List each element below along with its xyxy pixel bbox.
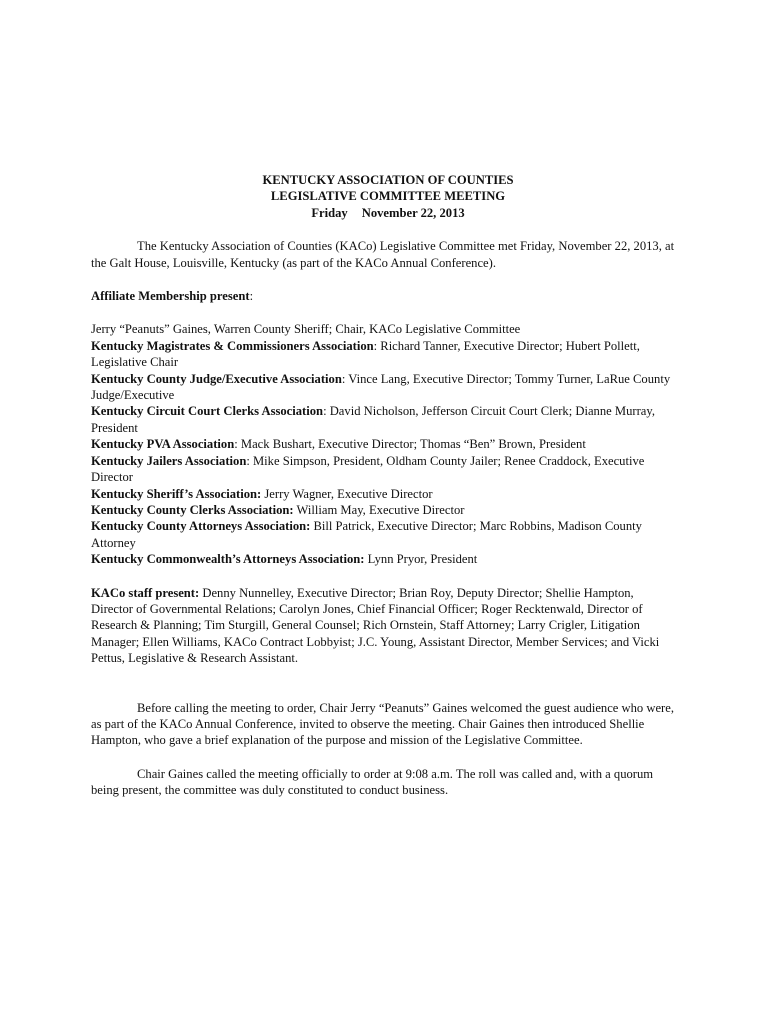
member-row xyxy=(91,502,677,518)
org-title: KENTUCKY ASSOCIATION OF COUNTIES xyxy=(262,173,514,187)
member-details: Jerry “Peanuts” Gaines, Warren County Sheriff; Chair, KACo Legislative Committee xyxy=(91,322,521,337)
member-org: Kentucky Magistrates & Commissioners Association xyxy=(91,338,374,353)
document-page xyxy=(91,172,677,799)
member-row xyxy=(91,436,677,452)
member-details: : Richard Tanner, Executive Director; Hubert Pollett, Legislative Chair xyxy=(91,338,640,370)
member-row xyxy=(91,403,677,436)
member-details: Lynn Pryor, President xyxy=(364,552,478,567)
staff-present-label: KACo staff present: xyxy=(91,585,200,600)
member-details: : David Nicholson, Jefferson Circuit Court Clerk; Dianne Murray, President xyxy=(91,404,655,435)
member-row xyxy=(91,338,677,371)
member-row xyxy=(91,371,677,404)
affiliate-heading-label: Affiliate Membership present xyxy=(91,289,250,304)
member-row xyxy=(91,321,677,337)
member-row xyxy=(91,518,677,551)
document-header xyxy=(91,172,677,221)
member-org: Kentucky Commonwealth’s Attorneys Association: xyxy=(91,552,365,567)
member-org: Kentucky Circuit Court Clerks Association xyxy=(91,404,324,419)
member-details: : Mack Bushart, Executive Director; Thomas “Ben” Brown, President xyxy=(234,437,586,452)
member-details: William May, Executive Director xyxy=(293,502,465,517)
member-row xyxy=(91,551,677,567)
call-to-order-paragraph: Chair Gaines called the meeting officially to order at 9:08 a.m. The roll was called and, with a quorum being present, the committee was duly constituted to conduct business. xyxy=(91,766,654,798)
staff-present-text: Denny Nunnelley, Executive Director; Brian Roy, Deputy Director; Shellie Hampton, Director of Governmental Relations; Carolyn Jones, Chief Financial Officer; Roger Recktenwald, Director of Research & Planning; Tim Sturgill, General Counsel; Rich Ornstein, Staff Attorney; Larry Crigler, Litigation Manager; Ellen Williams, KACo Contract Lobbyist; J.C. Young, Assistant Director, Member Services; and Vicki Pettus, Legislative & Research Assistant. xyxy=(91,585,660,666)
member-org: Kentucky County Attorneys Association: xyxy=(91,519,311,534)
intro-paragraph: The Kentucky Association of Counties (KACo) Legislative Committee met Friday, November 22, 2013, at the Galt House, Louisville, Kentucky (as part of the KACo Annual Conference). xyxy=(91,239,675,270)
member-org: Kentucky County Clerks Association: xyxy=(91,502,294,517)
meeting-title: LEGISLATIVE COMMITTEE MEETING xyxy=(270,189,506,204)
member-details: : Mike Simpson, President, Oldham County Jailer; Renee Craddock, Executive Director xyxy=(91,453,645,485)
member-row xyxy=(91,486,677,502)
member-org: Kentucky Sheriff’s Association: xyxy=(91,486,262,501)
member-row xyxy=(91,453,677,486)
member-details: Bill Patrick, Executive Director; Marc Robbins, Madison County Attorney xyxy=(91,519,642,550)
member-details: Jerry Wagner, Executive Director xyxy=(261,486,433,501)
meeting-date: November 22, 2013 xyxy=(361,205,465,220)
meeting-day: Friday xyxy=(311,205,348,220)
affiliate-heading-colon: : xyxy=(249,289,254,304)
member-org: Kentucky County Judge/Executive Association xyxy=(91,371,342,386)
meeting-date-line xyxy=(99,205,677,221)
member-org: Kentucky Jailers Association xyxy=(91,453,247,468)
member-org: Kentucky PVA Association xyxy=(91,437,235,452)
staff-present-paragraph xyxy=(91,585,677,667)
affiliate-heading xyxy=(91,288,677,304)
welcome-paragraph: Before calling the meeting to order, Chair Jerry “Peanuts” Gaines welcomed the guest audience who were, as part of the KACo Annual Conference, invited to observe the meeting. Chair Gaines then introduced Shellie Hampton, who gave a brief explanation of the purpose and mission of the Legislative Committee. xyxy=(91,700,674,748)
member-details: : Vince Lang, Executive Director; Tommy Turner, LaRue County Judge/Executive xyxy=(91,371,671,403)
affiliate-member-list xyxy=(91,321,677,567)
